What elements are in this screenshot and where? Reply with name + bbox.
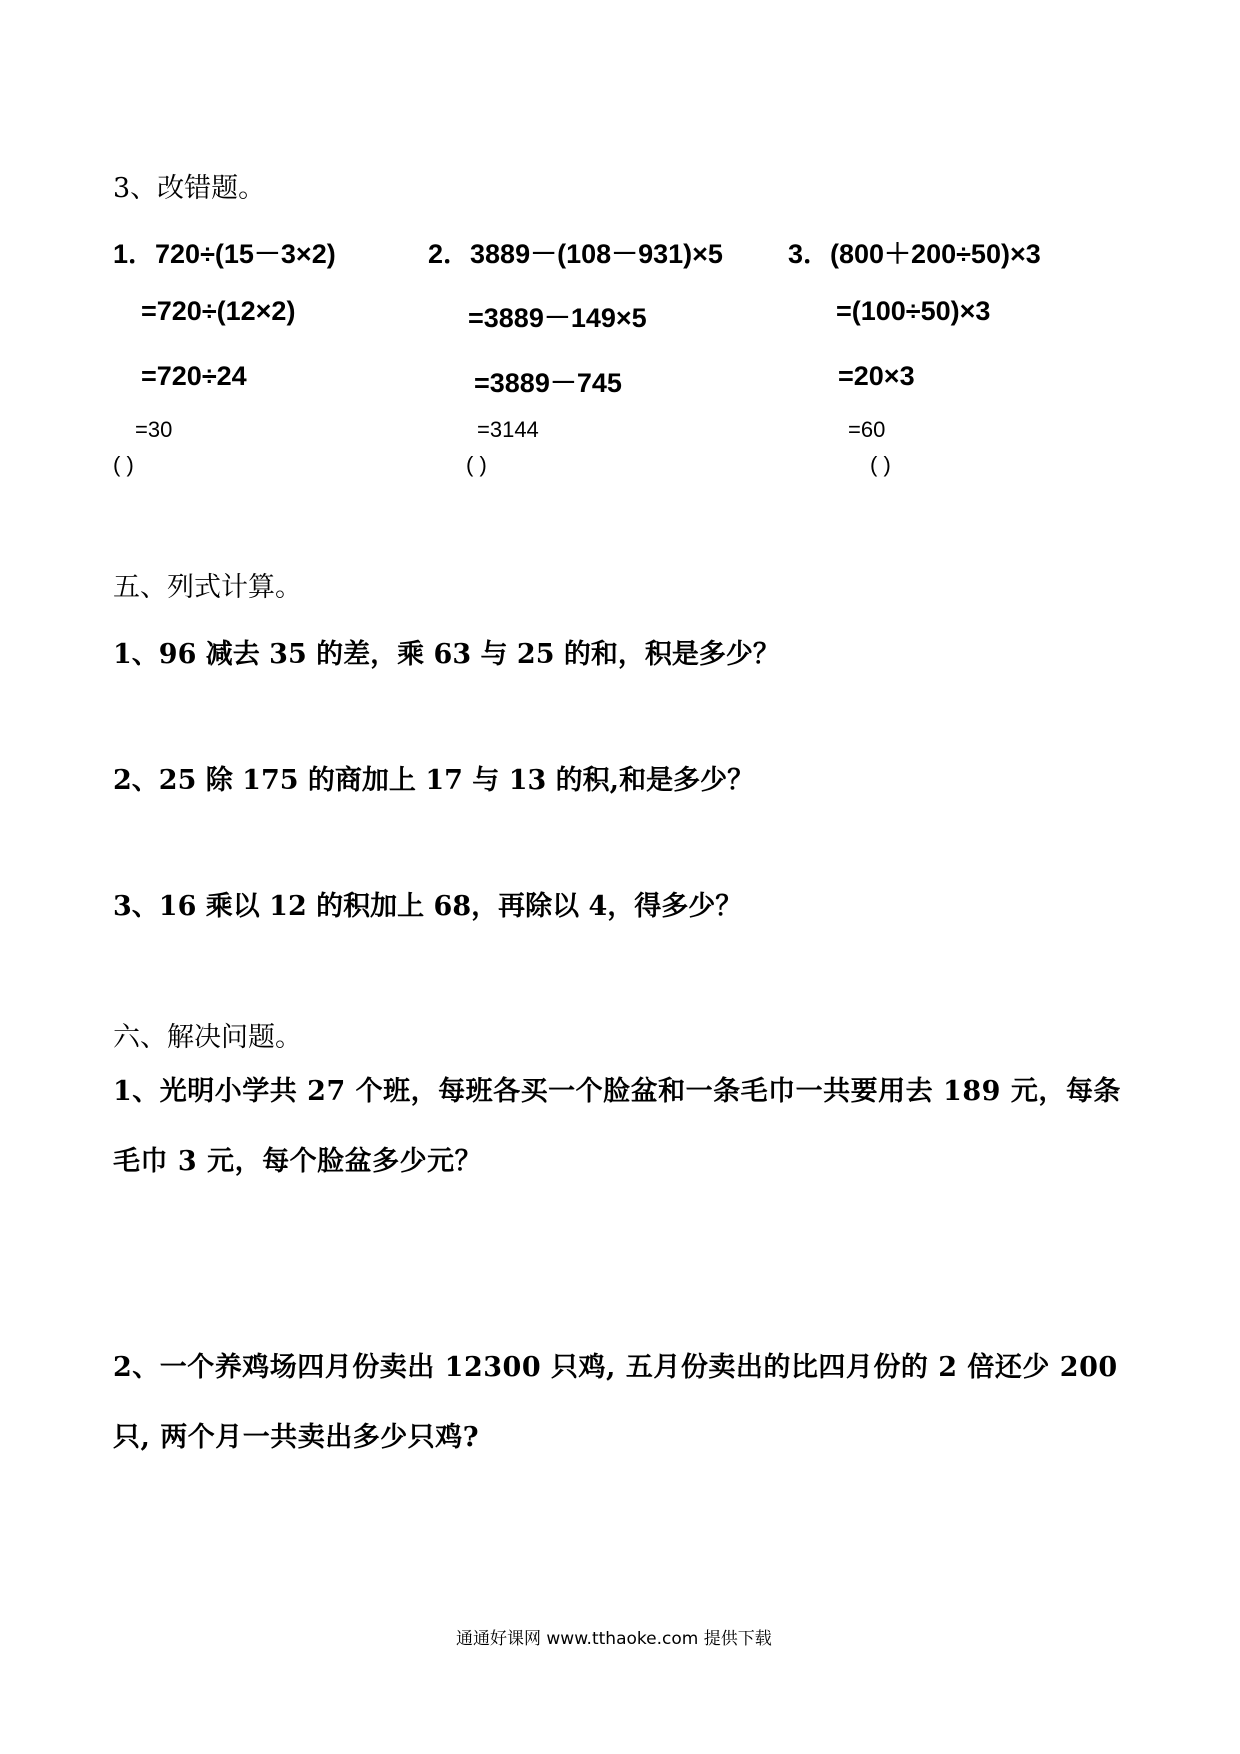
- section-3-heading: 3、改错题。: [113, 173, 266, 204]
- problem-2-line-2: =3889－149×5: [468, 303, 647, 333]
- problem-1-judgement-blank[interactable]: ( ): [113, 452, 134, 477]
- problem-1-line-2: =720÷(12×2): [141, 296, 296, 326]
- word-problem-1: 1、光明小学共 27 个班，每班各买一个脸盆和一条毛巾一共要用去 189 元，每条毛巾 3 元，每个脸盆多少元？: [113, 1076, 1121, 1177]
- section-6-heading: 六、解决问题。: [113, 1022, 302, 1053]
- problem-2-line-1: 2．3889－(108－931)×5: [428, 239, 723, 269]
- section-5-heading: 五、列式计算。: [113, 572, 302, 603]
- problem-3-judgement-blank[interactable]: ( ): [870, 452, 891, 477]
- problem-3-answer: =60: [848, 417, 886, 442]
- problem-3-line-3: =20×3: [838, 361, 915, 391]
- problem-2-line-3: =3889－745: [474, 368, 622, 398]
- problem-1-line-3: =720÷24: [141, 361, 247, 391]
- footer-source: 通通好课网 www.tthaoke.com 提供下载: [456, 1629, 772, 1649]
- problem-3-line-2: =(100÷50)×3: [836, 296, 991, 326]
- problem-1-line-1: 1．720÷(15－3×2): [113, 239, 336, 269]
- calc-question-1: 1、96 减去 35 的差，乘 63 与 25 的和，积是多少？: [113, 639, 780, 670]
- problem-1-answer: =30: [135, 417, 173, 442]
- word-problem-2: 2、一个养鸡场四月份卖出 12300 只鸡, 五月份卖出的比四月份的 2 倍还少 200 只, 两个月一共卖出多少只鸡?: [113, 1352, 1118, 1453]
- calc-question-2: 2、25 除 175 的商加上 17 与 13 的积,和是多少？: [113, 765, 755, 796]
- problem-3-line-1: 3．(800＋200÷50)×3: [788, 239, 1041, 269]
- calc-question-3: 3、16 乘以 12 的积加上 68，再除以 4，得多少？: [113, 891, 743, 922]
- problem-2-judgement-blank[interactable]: ( ): [466, 452, 487, 477]
- problem-2-answer: =3144: [477, 417, 539, 442]
